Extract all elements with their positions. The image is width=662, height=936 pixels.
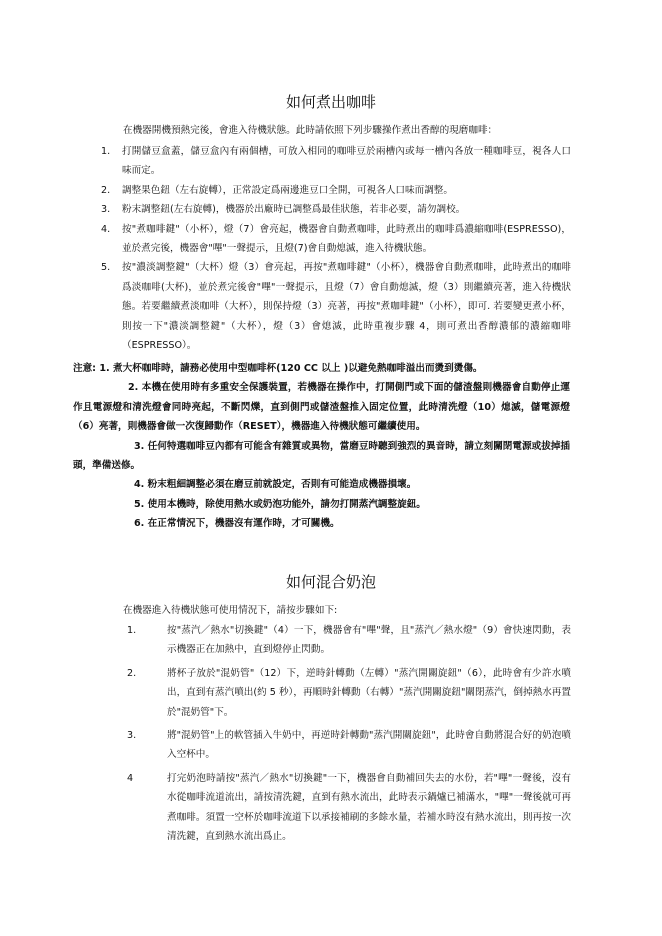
list-item [101,142,571,181]
list-item-text: 將杯子放於"混奶管"（12）下，逆時針轉動（左轉）"蒸汽開關旋鈕"（6），此時會有少許水噴出，直到有蒸汽噴出(約 5 秒），再順時針轉動（右轉）"蒸汽開關旋鈕"關閉蒸汽，倒掉熱水再置於"混奶管"下。 [167,667,571,718]
note-3: 3. 任何特選咖啡豆內都有可能含有雜質或異物，當磨豆時聽到強烈的異音時，請立刻關閉電源或拔掉插頭，準備送修。 [73,440,570,472]
list-item-number: 2. [127,667,137,679]
list-item-number: 5. [101,262,111,274]
note-6: 6. 在正常情況下，機器沒有運作時，才可關機。 [134,518,340,530]
list-item-text: 將"混奶管"上的軟管插入牛奶中，再逆時針轉動"蒸汽開關旋鈕"，此時會自動將混合好的奶泡噴入空杯中。 [167,730,571,761]
list-item-text: 按"煮咖啡鍵"（小杯），燈（7）會亮起，機器會自動煮咖啡，此時煮出的咖啡爲濃縮咖啡(ESPRESSO)，並於煮完後，機器會"嗶"一聲提示，且燈(7)會自動熄滅，進入待機狀態。 [122,223,571,255]
list-item [123,726,571,765]
list-item-text: 按"蒸汽／熱水"切換鍵"（4）一下，機器會有"嗶"聲，且"蒸汽／熱水燈"（9）會快速閃動，表示機器正在加熱中，直到燈停止閃動。 [167,625,571,656]
list-item [101,200,571,219]
list-item [123,769,571,847]
note-4: 4. 粉末粗細調整必須在磨豆前就設定，否則有可能造成機器損壞。 [134,479,417,491]
caution-notes [73,359,570,534]
list-item-number: 4. [101,223,111,235]
note-5: 5. 使用本機時，除使用熱水或奶泡功能外，請勿打開蒸汽調整旋鈕。 [134,498,426,510]
list-item [123,621,571,660]
section-title-brew-coffee: 如何煮出咖啡 [285,93,376,111]
list-item [101,181,571,200]
list-item-number: 3. [127,730,137,742]
list-item [123,664,571,722]
froth-steps-list [123,621,571,846]
list-item-number: 2. [101,184,111,196]
brew-intro: 在機器開機預熱完後，會進入待機狀態。此時請依照下列步驟操作煮出香醇的現磨咖啡： [123,125,498,136]
list-item-text: 打完奶泡時請按"蒸汽／熱水"切換鍵"一下，機器會自動補回失去的水份，若"嗶"一聲後，沒有水從咖啡流道流出，請按清洗鍵，直到有熱水流出，此時表示鍋爐已補滿水，"嗶"一聲後就可再煮咖啡。須置一空杯於咖啡流道下以承接補刷的多餘水量，若補水時沒有熱水流出，則再按一次清洗鍵，直到熱水流出爲止。 [167,772,571,843]
list-item-text: 按"濃淡調整鍵"（大杯）燈（3）會亮起，再按"煮咖啡鍵"（小杯），機器會自動煮咖啡，此時煮出的咖啡爲淡咖啡(大杯)，並於煮完後會"嗶"一聲提示，且燈（7）會自動熄滅，燈（3）則繼續亮著，進入待機狀態。若要繼續煮淡咖啡（大杯），則保持燈（3）亮著，再按"煮咖啡鍵"（小杯），即可. 若要變更煮小杯，則按一下"濃淡調整鍵"（大杯），燈（3）會熄滅，此時重複步驟 4，則可煮出香醇濃郁的濃縮咖啡（ESPRESSO）。 [122,262,571,352]
list-item [101,220,571,259]
section-title-milk-froth: 如何混合奶泡 [285,573,376,591]
list-item-number: 3. [101,204,111,216]
list-item [101,258,571,355]
brew-steps-list [101,142,571,355]
list-item-number: 1. [101,146,111,157]
note-2: 2. 本機在使用時有多重安全保護裝置，若機器在操作中，打開側門或下面的儲渣盤則機器會自動停止運作且電源燈和清洗燈會同時亮起，不斷閃爍，直到側門或儲渣盤推入固定位置，此時清洗燈（10）熄滅，儲電源燈（6）亮著，則機器會做一次復歸動作（RESET），機器進入待機狀態可繼續使用。 [73,382,570,433]
list-item-text: 粉末調整鈕(左右旋轉)，機器於出廠時已調整爲最佳狀態，若非必要，請勿調校。 [122,204,466,216]
list-item-text: 打開儲豆盒蓋，儲豆盒內有兩個槽，可放入相同的咖啡豆於兩槽內或每一槽內各放一種咖啡豆，視各人口味而定。 [122,146,571,177]
list-item-number: 4 [127,772,134,784]
list-item-text: 調整果色鈕（左右旋轉），正常設定爲兩邊進豆口全開，可視各人口味而調整。 [122,184,453,196]
froth-intro: 在機器進入待機狀態可使用情況下，請按步驟如下: [123,605,338,616]
list-item-number: 1. [127,625,137,636]
note-1: 注意: 1. 煮大杯咖啡時，請務必使用中型咖啡杯(120 CC 以上 )以避免熱咖啡溢出而燙到燙傷。 [73,363,483,374]
